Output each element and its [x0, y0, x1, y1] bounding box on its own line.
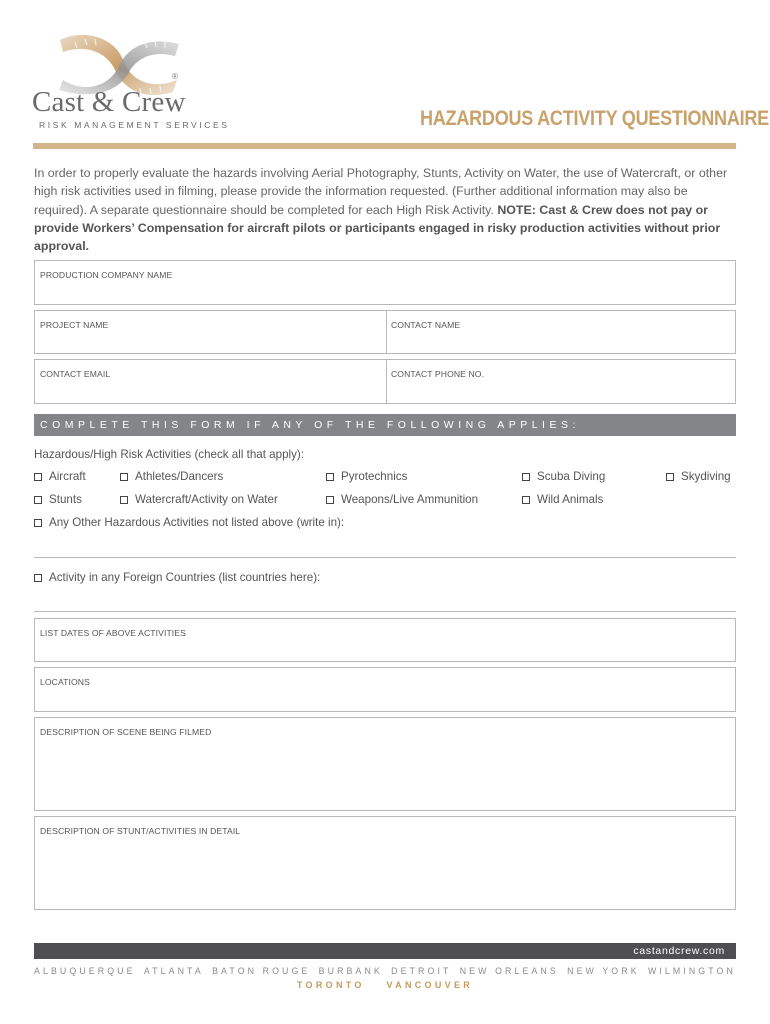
stunt-description-label: DESCRIPTION OF STUNT/ACTIVITIES IN DETAIL — [40, 826, 241, 836]
city: NEW YORK — [567, 966, 640, 976]
email-phone-row — [34, 359, 736, 404]
checkbox-icon[interactable] — [120, 473, 128, 481]
city: BURBANK — [318, 966, 383, 976]
city-highlight: TORONTO — [296, 980, 365, 990]
city: DETROIT — [391, 966, 452, 976]
intro-note: NOTE: Cast & Crew does not pay or provide Workers’ Compensation for aircraft pilots or participants engaged in risky production activities without prior approval. — [34, 202, 721, 254]
logo-name: Cast & Crew — [32, 86, 186, 118]
checkbox-watercraft[interactable] — [120, 493, 278, 506]
city: NEW ORLEANS — [459, 966, 559, 976]
footer-cities — [34, 966, 736, 976]
footer-url[interactable]: castandcrew.com — [633, 945, 725, 957]
contact-phone-label: CONTACT PHONE NO. — [391, 369, 485, 379]
scene-description-field[interactable] — [34, 717, 736, 811]
checkbox-label: Scuba Diving — [537, 470, 606, 483]
dates-label: LIST DATES OF ABOVE ACTIVITIES — [40, 628, 186, 638]
logo-subtitle: RISK MANAGEMENT SERVICES — [39, 120, 230, 130]
city: WILMINGTON — [647, 966, 736, 976]
checkbox-pyrotechnics[interactable] — [326, 470, 407, 483]
checkbox-icon[interactable] — [522, 473, 530, 481]
city: BATON ROUGE — [212, 966, 311, 976]
checkbox-skydiving[interactable] — [666, 470, 731, 483]
production-company-field[interactable] — [34, 260, 736, 305]
contact-email-label: CONTACT EMAIL — [40, 369, 111, 379]
checkbox-stunts[interactable] — [34, 493, 82, 506]
dates-field[interactable] — [34, 618, 736, 662]
checkbox-icon[interactable] — [666, 473, 674, 481]
section-banner-text: COMPLETE THIS FORM IF ANY OF THE FOLLOWING APPLIES: — [40, 419, 580, 431]
checkbox-label: Any Other Hazardous Activities not listed above (write in): — [49, 516, 345, 529]
checkbox-animals[interactable] — [522, 493, 603, 506]
checkbox-icon[interactable] — [326, 496, 334, 504]
checkbox-label: Watercraft/Activity on Water — [135, 493, 278, 506]
activities-lead: Hazardous/High Risk Activities (check all that apply): — [34, 448, 304, 461]
checkbox-icon[interactable] — [34, 496, 42, 504]
checkbox-icon[interactable] — [120, 496, 128, 504]
field-divider — [386, 360, 387, 403]
checkbox-icon[interactable] — [522, 496, 530, 504]
checkbox-foreign[interactable] — [34, 571, 320, 584]
other-write-in-line[interactable] — [34, 557, 736, 558]
checkbox-weapons[interactable] — [326, 493, 478, 506]
checkbox-label: Pyrotechnics — [341, 470, 408, 483]
checkbox-label: Wild Animals — [537, 493, 604, 506]
checkbox-label: Aircraft — [49, 470, 86, 483]
checkbox-label: Activity in any Foreign Countries (list countries here): — [49, 571, 321, 584]
production-company-label: PRODUCTION COMPANY NAME — [40, 270, 173, 280]
registered-mark: ® — [172, 72, 178, 81]
field-divider — [386, 311, 387, 353]
stunt-description-field[interactable] — [34, 816, 736, 910]
checkbox-icon[interactable] — [326, 473, 334, 481]
page-title: HAZARDOUS ACTIVITY QUESTIONNAIRE — [420, 107, 769, 130]
checkbox-label: Weapons/Live Ammunition — [341, 493, 479, 506]
intro-paragraph — [34, 164, 734, 255]
intro-text: In order to properly evaluate the hazards involving Aerial Photography, Stunts, Activity on Water, the use of Watercraft, or other high risk activities used in filming, please provide the information requested. (Further additional information may also be required). A separate questionnaire should be completed for each High Risk Activity. — [34, 166, 728, 217]
header-divider — [33, 143, 736, 149]
checkbox-label: Skydiving — [681, 470, 731, 483]
checkbox-scuba[interactable] — [522, 470, 605, 483]
city-highlight: VANCOUVER — [386, 980, 474, 990]
footer-cities-highlight — [0, 980, 770, 990]
checkbox-other[interactable] — [34, 516, 344, 529]
checkbox-icon[interactable] — [34, 574, 42, 582]
checkbox-label: Stunts — [49, 493, 82, 506]
locations-label: LOCATIONS — [40, 677, 90, 687]
project-contact-row — [34, 310, 736, 354]
checkbox-label: Athletes/Dancers — [135, 470, 224, 483]
checkbox-aircraft[interactable] — [34, 470, 86, 483]
city: ALBUQUERQUE — [34, 966, 136, 976]
contact-name-label: CONTACT NAME — [391, 320, 461, 330]
section-banner — [34, 414, 736, 436]
project-name-label: PROJECT NAME — [40, 320, 109, 330]
checkbox-icon[interactable] — [34, 473, 42, 481]
footer-bar — [34, 943, 736, 959]
checkbox-icon[interactable] — [34, 519, 42, 527]
foreign-write-in-line[interactable] — [34, 611, 736, 612]
city: ATLANTA — [143, 966, 204, 976]
scene-description-label: DESCRIPTION OF SCENE BEING FILMED — [40, 727, 212, 737]
checkbox-athletes[interactable] — [120, 470, 223, 483]
locations-field[interactable] — [34, 667, 736, 712]
